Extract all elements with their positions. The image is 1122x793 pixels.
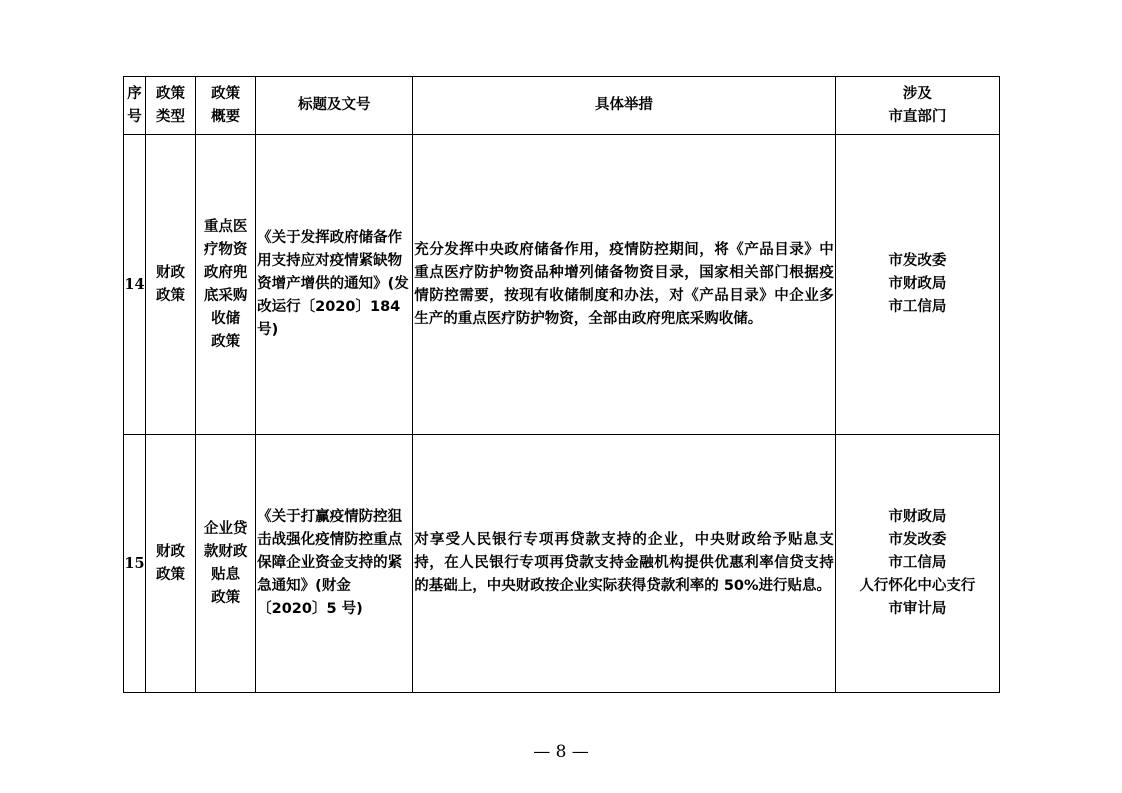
- table-header-row: [124, 77, 1000, 135]
- header-title: 标题及文号: [256, 77, 413, 135]
- header-summary-line: 概要: [211, 108, 241, 125]
- table-row: [124, 135, 1000, 435]
- header-summary-line: 政策: [211, 85, 241, 102]
- table-row: [124, 435, 1000, 693]
- row-detail: 充分发挥中央政府储备作用，疫情防控期间，将《产品目录》中重点医疗防护物资品种增列储备物资目录，国家相关部门根据疫情防控需要，按现有收储制度和办法，对《产品目录》中企业多生产的重点医疗防护物资，全部由政府兜底采购收储。: [413, 135, 835, 435]
- header-dept-line: 涉及: [902, 85, 932, 102]
- header-type-line: 类型: [156, 108, 186, 125]
- row-dept: [835, 435, 999, 693]
- row-title: 《关于发挥政府储备作用支持应对疫情紧缺物资增产增供的通知》(发改运行〔2020〕184 号): [256, 135, 413, 435]
- row-summary-line: 企业贷: [203, 520, 248, 537]
- header-seq-line: 号: [127, 108, 142, 125]
- row-summary: [196, 435, 256, 693]
- row-title: 《关于打赢疫情防控狙击战强化疫情防控重点保障企业资金支持的紧急通知》(财金〔2020〕5 号): [256, 435, 413, 693]
- header-summary: [196, 77, 256, 135]
- row-dept-line: 市工信局: [888, 555, 947, 571]
- header-seq: [124, 77, 146, 135]
- row-summary-line: 政策: [211, 333, 241, 350]
- row-type-line: 财政: [156, 264, 186, 281]
- header-type-line: 政策: [156, 85, 186, 102]
- row-summary-line: 政策: [211, 589, 241, 606]
- row-summary-line: 底采购: [203, 287, 248, 304]
- header-type: [146, 77, 196, 135]
- row-detail: 对享受人民银行专项再贷款支持的企业，中央财政给予贴息支持，在人民银行专项再贷款支持金融机构提供优惠利率信贷支持的基础上，中央财政按企业实际获得贷款利率的 50%进行贴息。: [413, 435, 835, 693]
- row-type-line: 政策: [156, 566, 186, 583]
- row-summary-line: 重点医: [203, 218, 248, 235]
- row-seq: 14: [124, 135, 146, 435]
- page-number: — 8 —: [533, 742, 589, 762]
- row-dept-line: 市财政局: [888, 509, 947, 525]
- header-dept-line: 市直部门: [888, 108, 947, 125]
- row-summary-line: 贴息: [211, 566, 241, 583]
- row-summary-line: 收储: [211, 310, 241, 327]
- row-type-line: 政策: [156, 287, 186, 304]
- row-dept: [835, 135, 999, 435]
- row-type: [146, 135, 196, 435]
- row-dept-line: 市发改委: [888, 253, 947, 269]
- policy-table: [123, 76, 1000, 693]
- row-dept-line: 市发改委: [888, 532, 947, 548]
- row-summary-line: 疗物资: [203, 241, 248, 258]
- row-seq: 15: [124, 435, 146, 693]
- row-summary: [196, 135, 256, 435]
- header-detail: 具体举措: [413, 77, 835, 135]
- row-summary-line: 政府兜: [203, 264, 248, 281]
- row-type: [146, 435, 196, 693]
- header-dept: [835, 77, 999, 135]
- row-dept-line: 市审计局: [888, 601, 947, 617]
- row-dept-line: 市工信局: [888, 299, 947, 315]
- row-type-line: 财政: [156, 543, 186, 560]
- row-summary-line: 款财政: [203, 543, 248, 560]
- row-dept-line: 市财政局: [888, 276, 947, 292]
- row-dept-line: 人行怀化中心支行: [859, 578, 976, 594]
- header-seq-line: 序: [127, 85, 142, 102]
